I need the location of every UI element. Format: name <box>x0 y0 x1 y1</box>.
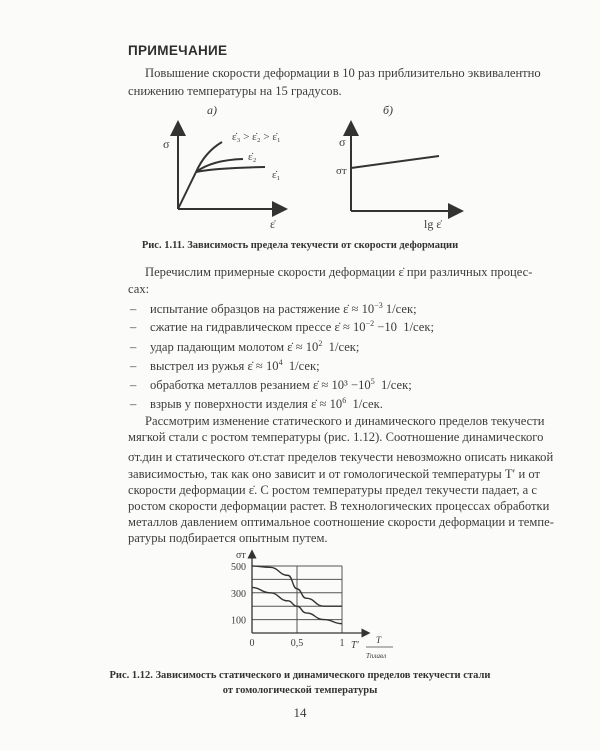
list-dash: – <box>130 397 137 411</box>
item-unit: −10 1/сек; <box>374 320 435 334</box>
figure-1-11-caption: Рис. 1.11. Зависимость предела текучести от скорости деформации <box>141 240 459 251</box>
item-text: сжатие на гидравлическом прессе ε̇ ≈ 10 <box>150 320 366 334</box>
y-tick-label: 300 <box>231 588 246 600</box>
item-exponent: 2 <box>318 338 323 348</box>
eps1-label: ε̇₁ <box>272 169 281 181</box>
paragraph-line: мягкой стали с ростом температуры (рис. 1.12). Соотношение динамического <box>128 430 544 444</box>
paragraph-line: σт.дин и статического σт.стат пределов текучести невозможно описать никакой <box>128 450 554 464</box>
x-label-b: lg ε̇ <box>424 217 442 231</box>
item-exponent: −3 <box>374 300 383 310</box>
x-frac-denominator: Tплавл <box>366 652 387 660</box>
panel-a-label: а) <box>207 103 217 117</box>
x-label-a: ε̇ <box>270 217 276 231</box>
item-exponent: 5 <box>370 376 375 386</box>
eps2-label: ε̇₂ <box>248 151 257 163</box>
item-exponent: 6 <box>342 395 347 405</box>
rate-order-label: ε̇₃ > ε̇₂ > ε̇₁ <box>232 131 281 143</box>
item-unit: 1/сек. <box>346 397 383 411</box>
x-tick-label: 0,5 <box>290 638 304 649</box>
y-tick-label: 100 <box>231 615 246 627</box>
y-axis-label: σт <box>236 550 246 561</box>
x-tick-label: 1 <box>339 638 345 649</box>
paragraph-line: ростом скорости деформации растет. В технологических процессах обработки <box>128 499 550 513</box>
item-exponent: 4 <box>278 357 283 367</box>
list-dash: – <box>130 320 137 334</box>
note-line: Повышение скорости деформации в 10 раз приблизительно эквивалентно <box>145 66 541 80</box>
item-text: взрыв у поверхности изделия ε̇ ≈ 10 <box>150 397 343 411</box>
item-text: удар падающим молотом ε̇ ≈ 10 <box>150 340 319 354</box>
paragraph-line: ратуры подбирается опытным путем. <box>128 531 328 545</box>
page-number: 14 <box>293 705 307 720</box>
x-axis-label: T′ <box>351 640 359 651</box>
note-line: снижению температуры на 15 градусов. <box>128 84 342 98</box>
paragraph-line: металлов давлением оптимальное соотношение скорости деформации и темпе- <box>128 515 554 529</box>
item-unit: 1/сек; <box>282 359 320 373</box>
y-tick-label: 500 <box>231 562 246 573</box>
paragraph-line: зависимостью, так как оно зависит и от гомологической температуры T′ и от <box>128 467 540 481</box>
x-tick-label: 0 <box>249 638 255 649</box>
rates-intro: сах: <box>128 282 150 296</box>
list-dash: – <box>130 340 137 354</box>
sigma-label-b: σ <box>339 135 346 149</box>
list-dash: – <box>130 378 137 392</box>
x-frac-numerator: T <box>376 635 382 645</box>
list-dash: – <box>130 302 137 316</box>
sigma-label-a: σ <box>163 137 170 151</box>
item-text: обработка металлов резанием ε̇ ≈ 10³ −10 <box>150 378 371 392</box>
note-heading: ПРИМЕЧАНИЕ <box>128 43 228 58</box>
item-text: выстрел из ружья ε̇ ≈ 10 <box>150 359 279 373</box>
figure-1-12-caption: от гомологической температуры <box>222 685 378 696</box>
figure-1-12-caption: Рис. 1.12. Зависимость статического и динамического пределов текучести стали <box>109 670 491 681</box>
list-dash: – <box>130 359 137 373</box>
item-text: испытание образцов на растяжение ε̇ ≈ 10 <box>150 302 375 316</box>
item-exponent: −2 <box>365 318 375 328</box>
sigma-t-label: σт <box>336 165 347 177</box>
paragraph-line: Рассмотрим изменение статического и динамического пределов текучести <box>145 414 545 428</box>
item-unit: 1/сек; <box>382 302 417 316</box>
paragraph-line: скорости деформации ε̇. С ростом температуры предел текучести падает, а с <box>128 483 537 497</box>
rates-intro: Перечислим примерные скорости деформации ε̇ при различных процес- <box>145 265 533 279</box>
panel-b-label: б) <box>383 103 394 117</box>
item-unit: 1/сек; <box>322 340 360 354</box>
item-unit: 1/сек; <box>374 378 412 392</box>
